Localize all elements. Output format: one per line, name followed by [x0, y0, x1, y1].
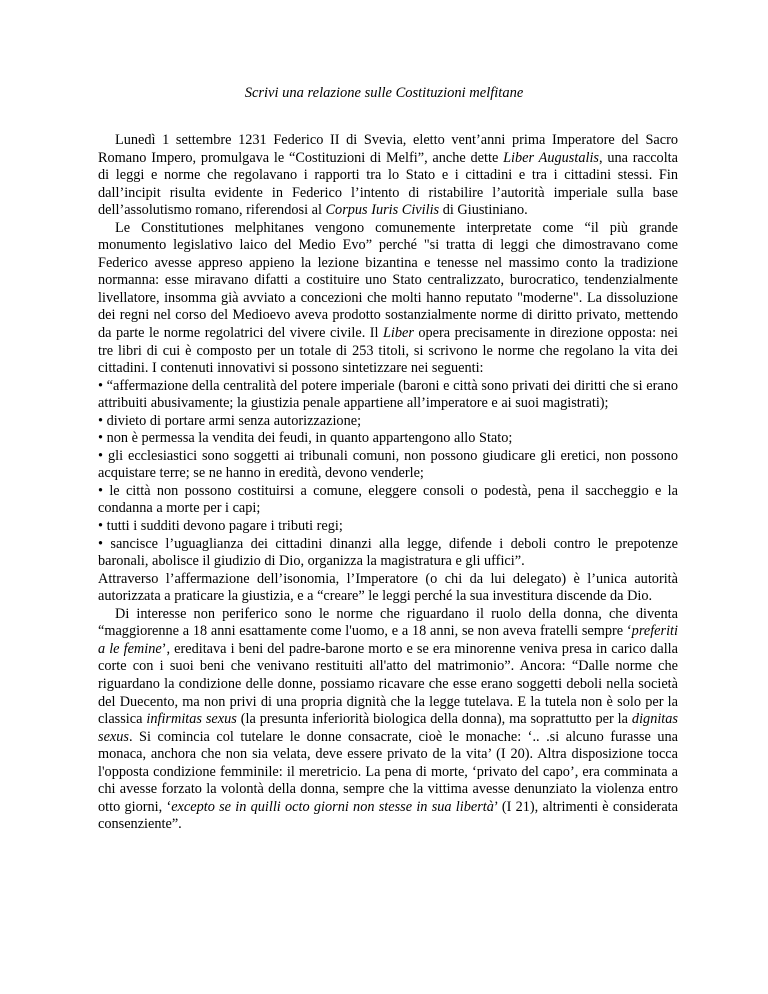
liber-term: Liber — [382, 325, 414, 342]
paragraph-donna-text-d: . Si comincia col tutelare le donne consacrate, cioè le monache: ‘.. .si alcuno furasse una monaca, anchora che non sia velata, deve essere privato de la vita’ (I 20). Altra disposizione tocca l'opposta condizione femminile: il meretricio. La pena di morte, ‘privato del capo’, era comminata a chi avesse forzato la volontà della donna, sempre che la vittima avesse denunziato la violenza entro otto giorni, ‘ — [98, 728, 678, 815]
bullet-item: • le città non possono costituirsi a comune, eleggere consoli o podestà, pena il saccheggio e la condanna a morte per i capi; — [98, 483, 678, 518]
paragraph-donna — [98, 606, 678, 834]
bullet-item: • sancisce l’uguaglianza dei cittadini dinanzi alla legge, difende i deboli contro le prepotenze baronali, abolisce il giudizio di Dio, organizza la magistratura e gli uffici”. — [98, 536, 678, 571]
paragraph-intro-text-c: di Giustiniano. — [439, 202, 528, 219]
bullet-item: • non è permessa la vendita dei feudi, in quanto appartengono allo Stato; — [98, 430, 678, 448]
bullet-item: • gli ecclesiastici sono soggetti ai tribunali comuni, non possono giudicare gli eretici, non possono acquistare terre; se ne hanno in eredità, devono venderle; — [98, 448, 678, 483]
paragraph-donna-text-b: ’, ereditava i beni del padre-barone morto e se era minorenne veniva presa in carico dalla corte con i suoi beni che venivano restituiti all'atto del matrimonio”. Ancora: “Dalle norme che riguardano la condizione delle donne, possiamo ricavare che esse erano soggetti deboli nella società del Duecento, ma non privi di una propria dignità che la legge tutelava. E la tutela non è solo per la classica — [98, 640, 678, 728]
document-body — [98, 132, 678, 834]
bullet-item: • divieto di portare armi senza autorizzazione; — [98, 413, 678, 431]
paragraph-constitutiones — [98, 220, 678, 378]
paragraph-donna-text-a: Di interesse non periferico sono le norme che riguardano il ruolo della donna, che diventa “maggiorenne a 18 anni esattamente come l'uomo, e a 18 anni, se non aveva fratelli sempre ‘ — [98, 605, 678, 640]
excepto-quote: excepto se in quilli octo giorni non stesse in sua libertà — [171, 798, 494, 815]
corpus-iuris-civilis-term: Corpus Iuris Civilis — [325, 202, 440, 219]
paragraph-intro-text-b: , una raccolta di leggi e norme che regolavano i rapporti tra lo Stato e i cittadini e tra i cittadini stessi. Fin dall’incipit risulta evidente in Federico l’intento di ristabilire l’autorità imperiale sulla base dell’assolutismo romano, riferendosi al — [98, 149, 678, 219]
paragraph-donna-text-c: (la presunta inferiorità biologica della donna), ma soprattutto per la — [236, 711, 632, 728]
dignitas-sexus-term: dignitas sexus — [98, 711, 678, 745]
paragraph-isonomia: Attraverso l’affermazione dell’isonomia, l’Imperatore (o chi da lui delegato) è l’unica autorità autorizzata a praticare la giustizia, e a “creare” le leggi perché la sua investitura discende da Dio. — [98, 570, 678, 605]
paragraph-intro — [98, 132, 678, 220]
bullet-item: • “affermazione della centralità del potere imperiale (baroni e città sono privati dei diritti che si erano attribuiti abusivamente; la giustizia penale appartiene all’imperatore e ai suoi magistrati); — [98, 378, 678, 413]
contents-bullet-list — [98, 378, 678, 571]
paragraph-intro-text-a: Lunedì 1 settembre 1231 Federico II di Svevia, eletto vent’anni prima Imperatore del Sacro Romano Impero, promulgava le “Costituzioni di Melfi”, anche dette — [98, 132, 678, 166]
paragraph-donna-text-e: ’ (I 21), altrimenti è considerata consenziente”. — [98, 798, 678, 833]
paragraph-constitutiones-text-a: Le Constitutiones melphitanes vengono comunemente interpretate come “il più grande monumento legislativo laico del Medio Evo” perché "si tratta di leggi che dimostravano come Federico avesse appreso appieno la lezione bizantina e tenesse nel massimo conto la tradizione normanna: esse miravano difatti a costituire uno Stato centralizzato, burocratico, tendenzialmente livellatore, insomma già avviato a concezioni che molti hanno reputato "moderne". La dissoluzione dei regni nel corso del Medioevo aveva prodotto sostanzialmente norme di diritto privato, mettendo da parte le norme regolatrici del vivere civile. Il — [98, 219, 678, 342]
preferiti-quote: preferiti a le femine — [98, 623, 678, 657]
liber-augustalis-term: Liber Augustalis — [503, 149, 599, 166]
bullet-item: • tutti i sudditi devono pagare i tributi regi; — [98, 518, 678, 536]
infirmitas-sexus-term: infirmitas sexus — [146, 711, 237, 728]
paragraph-constitutiones-text-b: opera precisamente in direzione opposta: nei tre libri di cui è composto per un totale di 253 titoli, si scrivono le norme che regolano la vita dei cittadini. I contenuti innovativi si possono sintetizzare nei seguenti: — [98, 325, 678, 377]
document-title: Scrivi una relazione sulle Costituzioni melfitane — [244, 85, 524, 101]
